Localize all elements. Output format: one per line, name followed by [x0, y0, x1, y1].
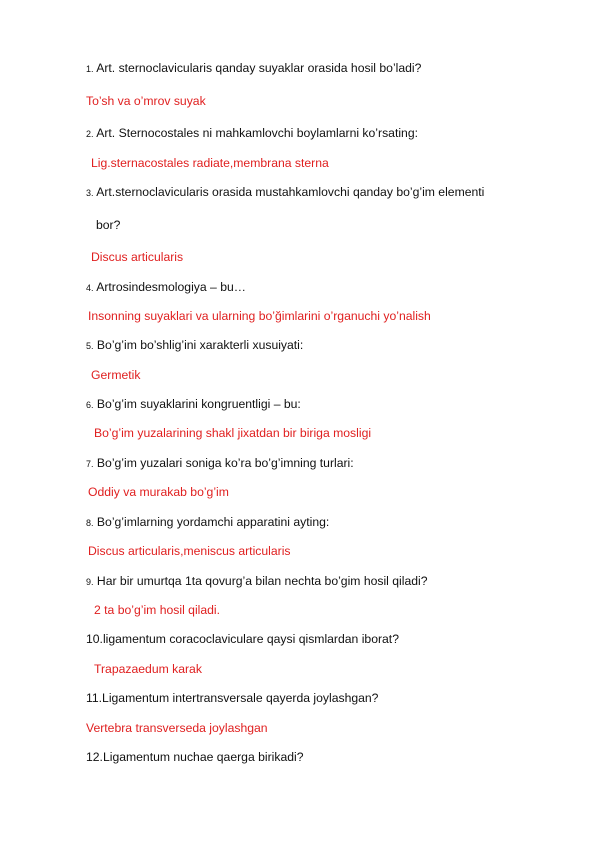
question-5 — [86, 338, 303, 353]
answer-3: Discus articularis — [91, 250, 184, 264]
question-number: 9. — [86, 577, 94, 587]
question-number: 1. — [86, 64, 94, 74]
question-10 — [86, 632, 399, 646]
answer-7: Oddiy va murakab bo’g’im — [88, 485, 229, 499]
question-3 — [86, 185, 484, 200]
question-text: Bo’g’im yuzalari soniga ko’ra bo’g’imning turlari: — [96, 456, 354, 470]
question-number: 6. — [86, 400, 94, 410]
question-text: Artrosindesmologiya – bu… — [96, 280, 246, 294]
question-text: ligamentum coracoclaviculare qaysi qismlardan iborat? — [102, 632, 399, 646]
answer-5: Germetik — [91, 368, 141, 382]
question-number: 2. — [86, 129, 94, 139]
question-text: Art. sternoclavicularis qanday suyaklar orasida hosil bo’ladi? — [96, 61, 422, 75]
answer-4: Insonning suyaklari va ularning bo’ğimlarini o’rganuchi yo’nalish — [88, 309, 431, 323]
question-6 — [86, 397, 301, 412]
question-4 — [86, 280, 246, 295]
question-text: Har bir umurtqa 1ta qovurg’a bilan nechta bo’gim hosil qiladi? — [96, 574, 428, 588]
question-text: Bo’g’im bo’shlig’ini xarakterli xusuiyati: — [96, 338, 304, 352]
question-number: 4. — [86, 283, 94, 293]
question-text: Ligamentum intertransversale qayerda joylashgan? — [102, 691, 379, 705]
question-3-continuation: bor? — [96, 218, 121, 232]
question-number: 11. — [86, 691, 103, 705]
question-9 — [86, 574, 428, 589]
question-text: Bo’g’im suyaklarini kongruentligi – bu: — [96, 397, 301, 411]
question-text: Art. Sternocostales ni mahkamlovchi boylamlarni ko’rsating: — [96, 126, 418, 140]
question-1 — [86, 61, 421, 76]
question-2 — [86, 126, 418, 141]
answer-6: Bo’g’im yuzalarining shakl jixatdan bir biriga mosligi — [94, 426, 372, 440]
answer-11: Vertebra transverseda joylashgan — [86, 721, 268, 735]
question-8 — [86, 515, 329, 530]
answer-2: Lig.sternacostales radiate,membrana sterna — [91, 156, 329, 170]
question-number: 8. — [86, 518, 94, 528]
answer-9: 2 ta bo’g’im hosil qiladi. — [94, 603, 221, 617]
question-number: 7. — [86, 459, 94, 469]
question-text: Ligamentum nuchae qaerga birikadi? — [102, 750, 304, 764]
question-text: Bo’g’imlarning yordamchi apparatini ayting: — [96, 515, 330, 529]
question-number: 12. — [86, 750, 103, 764]
question-text: Art.sternoclavicularis orasida mustahkamlovchi qanday bo’g’im elementi — [96, 185, 485, 199]
question-12 — [86, 750, 304, 764]
answer-10: Trapazaedum karak — [94, 662, 202, 676]
question-number: 3. — [86, 188, 94, 198]
question-number: 5. — [86, 341, 94, 351]
question-7 — [86, 456, 354, 471]
question-number: 10. — [86, 632, 103, 646]
answer-1: To’sh va o’mrov suyak — [86, 94, 206, 108]
answer-8: Discus articularis,meniscus articularis — [88, 544, 291, 558]
question-11 — [86, 691, 378, 705]
